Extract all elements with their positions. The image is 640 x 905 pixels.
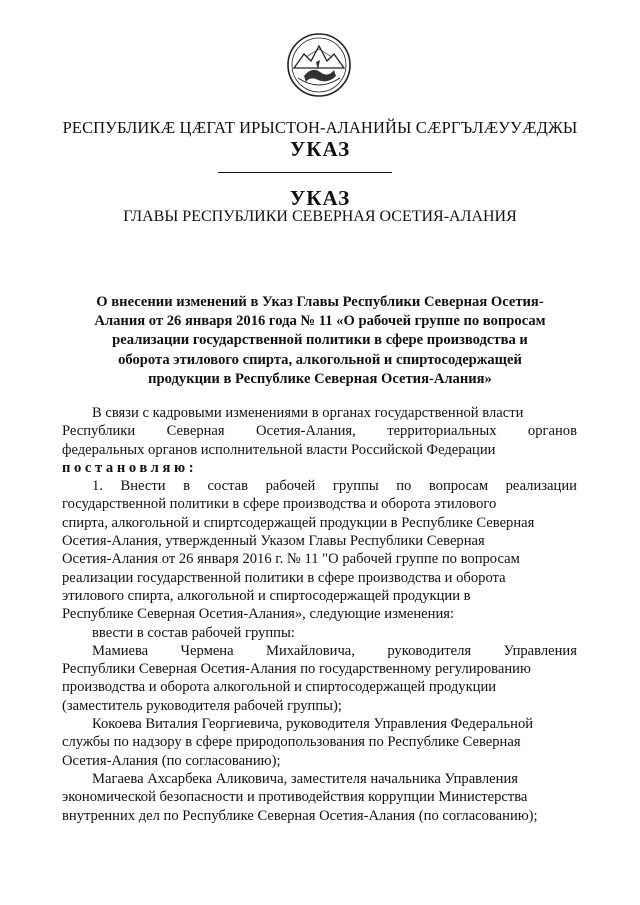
text-line: государственной политики в сфере производства и оборота этилового (62, 496, 497, 513)
text-line: реализации государственной политики в сфере производства и оборота (62, 569, 506, 586)
text-line: службы по надзору в сфере природопользования по Республике Северная (62, 734, 521, 751)
decree-word: постановляю: (62, 459, 198, 476)
text-line: Магаева Ахсарбека Аликовича, заместителя начальника Управления (92, 770, 518, 787)
decree-title (60, 293, 580, 389)
text-line: Кокоева Виталия Георгиевича, руководителя Управления Федеральной (92, 716, 534, 733)
person-2-paragraph (62, 715, 577, 770)
text-line: внутренних дел по Республике Северная Осетия-Алания (по согласованию); (62, 807, 538, 824)
title-line: О внесении изменений в Указ Главы Республики Северная Осетия- (96, 294, 544, 310)
text-line: производства и оборота алкогольной и спиртосодержащей продукции (62, 679, 497, 696)
decree-body (62, 404, 577, 825)
head-of-republic-subtitle: ГЛАВЫ РЕСПУБЛИКИ СЕВЕРНАЯ ОСЕТИЯ-АЛАНИЯ (123, 208, 517, 225)
item-1-paragraph (62, 477, 577, 623)
text-line: Осетия-Алания (по согласованию); (62, 752, 281, 769)
title-line: Алания от 26 января 2016 года № 11 «О рабочей группе по вопросам (94, 313, 546, 330)
text-line (62, 459, 577, 477)
text-line: Осетия-Алания от 26 января 2016 г. № 11 "О рабочей группе по вопросам (62, 551, 520, 568)
text-line: 1. Внести в состав рабочей группы по вопросам реализации (92, 478, 577, 495)
person-1-paragraph (62, 642, 577, 715)
republic-ossetian-title: РЕСПУБЛИКӔ ЦӔГАТ ИРЫСТОН-АЛАНИЙЫ СӔРГЪЛӔУУӔДЖЫ (62, 118, 578, 137)
intro-paragraph (62, 404, 577, 477)
title-line: оборота этилового спирта, алкогольной и спиртосодержащей (118, 351, 522, 368)
coat-of-arms-icon (284, 30, 354, 100)
person-3-paragraph (62, 770, 577, 825)
divider-line (218, 172, 392, 173)
title-line: реализации государственной политики в сфере производства и (112, 332, 528, 349)
text-line: экономической безопасности и противодействия коррупции Министерства (62, 789, 528, 806)
ukaz-russian-heading: УКАЗ (289, 186, 351, 210)
text-line: Осетия-Алания, утвержденный Указом Главы Республики Северная (62, 533, 485, 550)
text-line: этилового спирта, алкогольной и спиртосодержащей продукции в (62, 587, 471, 604)
text-line: Республике Северная Осетия-Алания», следующие изменения: (62, 606, 455, 623)
text-line: (заместитель руководителя рабочей группы); (62, 697, 342, 714)
text-line: Республики Северная Осетия-Алания по государственному регулированию (62, 661, 531, 678)
text-line: федеральных органов исполнительной власти Российской Федерации (62, 441, 496, 458)
add-intro-line: ввести в состав рабочей группы: (92, 624, 295, 641)
text-line: Республики Северная Осетия-Алания, территориальных органов (62, 423, 577, 440)
text-line: спирта, алкогольной и спиртсодержащей продукции в Республике Северная (62, 514, 535, 531)
text-line: Мамиева Чермена Михайловича, руководителя Управления (92, 642, 577, 659)
text-line: В связи с кадровыми изменениями в органах государственной власти (92, 405, 524, 421)
title-line: продукции в Республике Северная Осетия-Алания» (148, 370, 492, 387)
ukaz-ossetian-heading: УКАЗ (289, 137, 351, 161)
